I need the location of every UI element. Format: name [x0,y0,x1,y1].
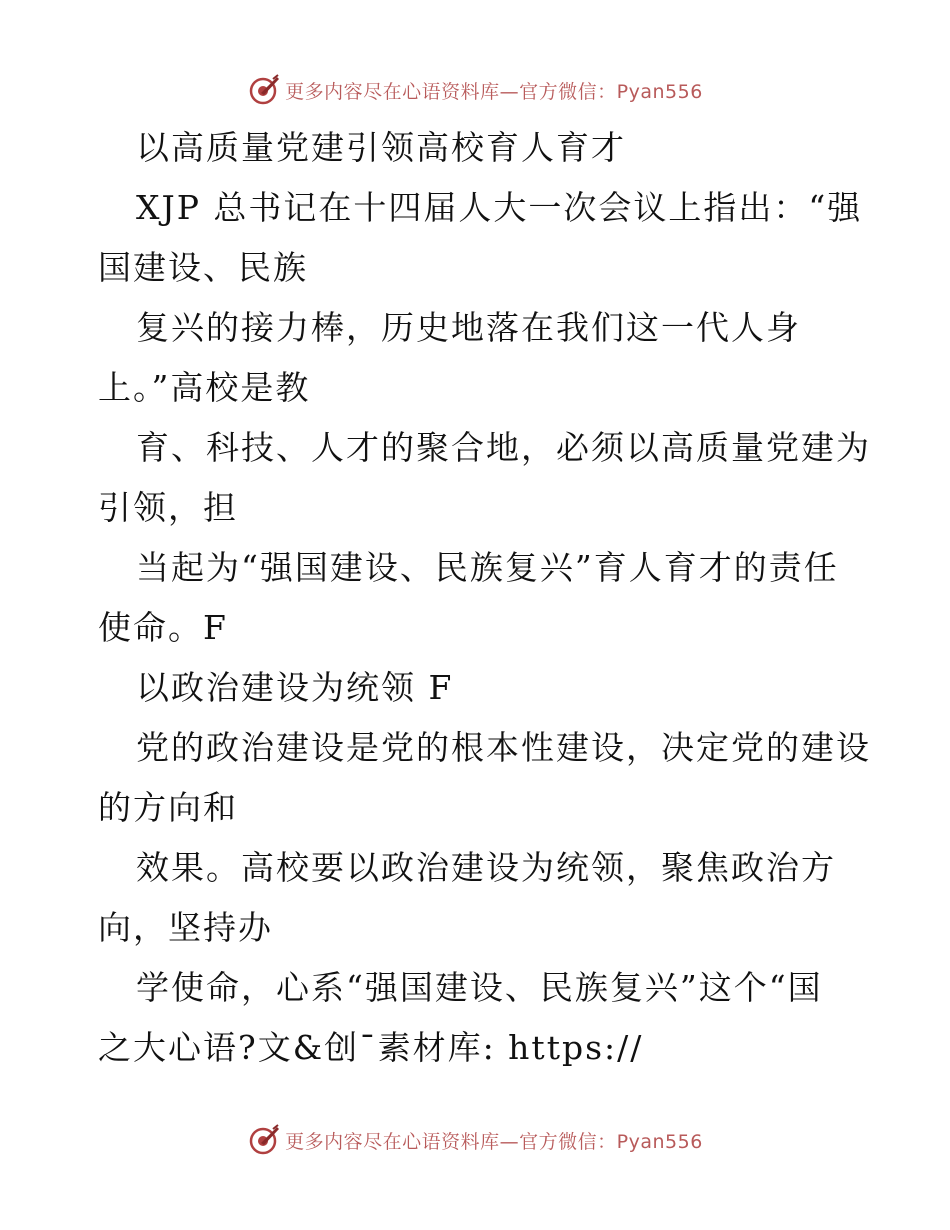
footer-watermark-banner [0,1120,950,1160]
document-line: 向，坚持办 [98,908,273,947]
document-line: 育、科技、人才的聚合地，必须以高质量党建为 [136,428,871,467]
document-line: 当起为“强国建设、民族复兴”育人育才的责任 [136,548,839,587]
document-line: 党的政治建设是党的根本性建设，决定党的建设 [136,728,871,767]
document-line: 的方向和 [98,788,238,827]
document-line: 以高质量党建引领高校育人育才 [136,128,626,167]
document-line: 引领，担 [98,488,238,527]
quill-logo-icon [247,73,281,107]
document-body [98,118,871,1078]
header-watermark-text: 更多内容尽在心语资料库—官方微信：Pyan556 [285,80,703,103]
quill-logo-icon [247,1123,281,1157]
document-line: 上。”高校是教 [98,368,311,407]
header-watermark-banner [0,70,950,110]
footer-watermark-text: 更多内容尽在心语资料库—官方微信：Pyan556 [285,1130,703,1153]
document-line: 之大心语?文&创¯素材库: https:// [98,1028,644,1067]
document-line: 使命。F [98,608,228,647]
document-line: 复兴的接力棒，历史地落在我们这一代人身 [136,308,801,347]
document-line: 国建设、民族 [98,248,308,287]
document-line: XJP 总书记在十四届人大一次会议上指出：“强 [136,188,863,227]
document-line: 效果。高校要以政治建设为统领，聚焦政治方 [136,848,836,887]
document-line: 学使命，心系“强国建设、民族复兴”这个“国 [136,968,823,1007]
document-line: 以政治建设为统领 F [136,668,454,707]
